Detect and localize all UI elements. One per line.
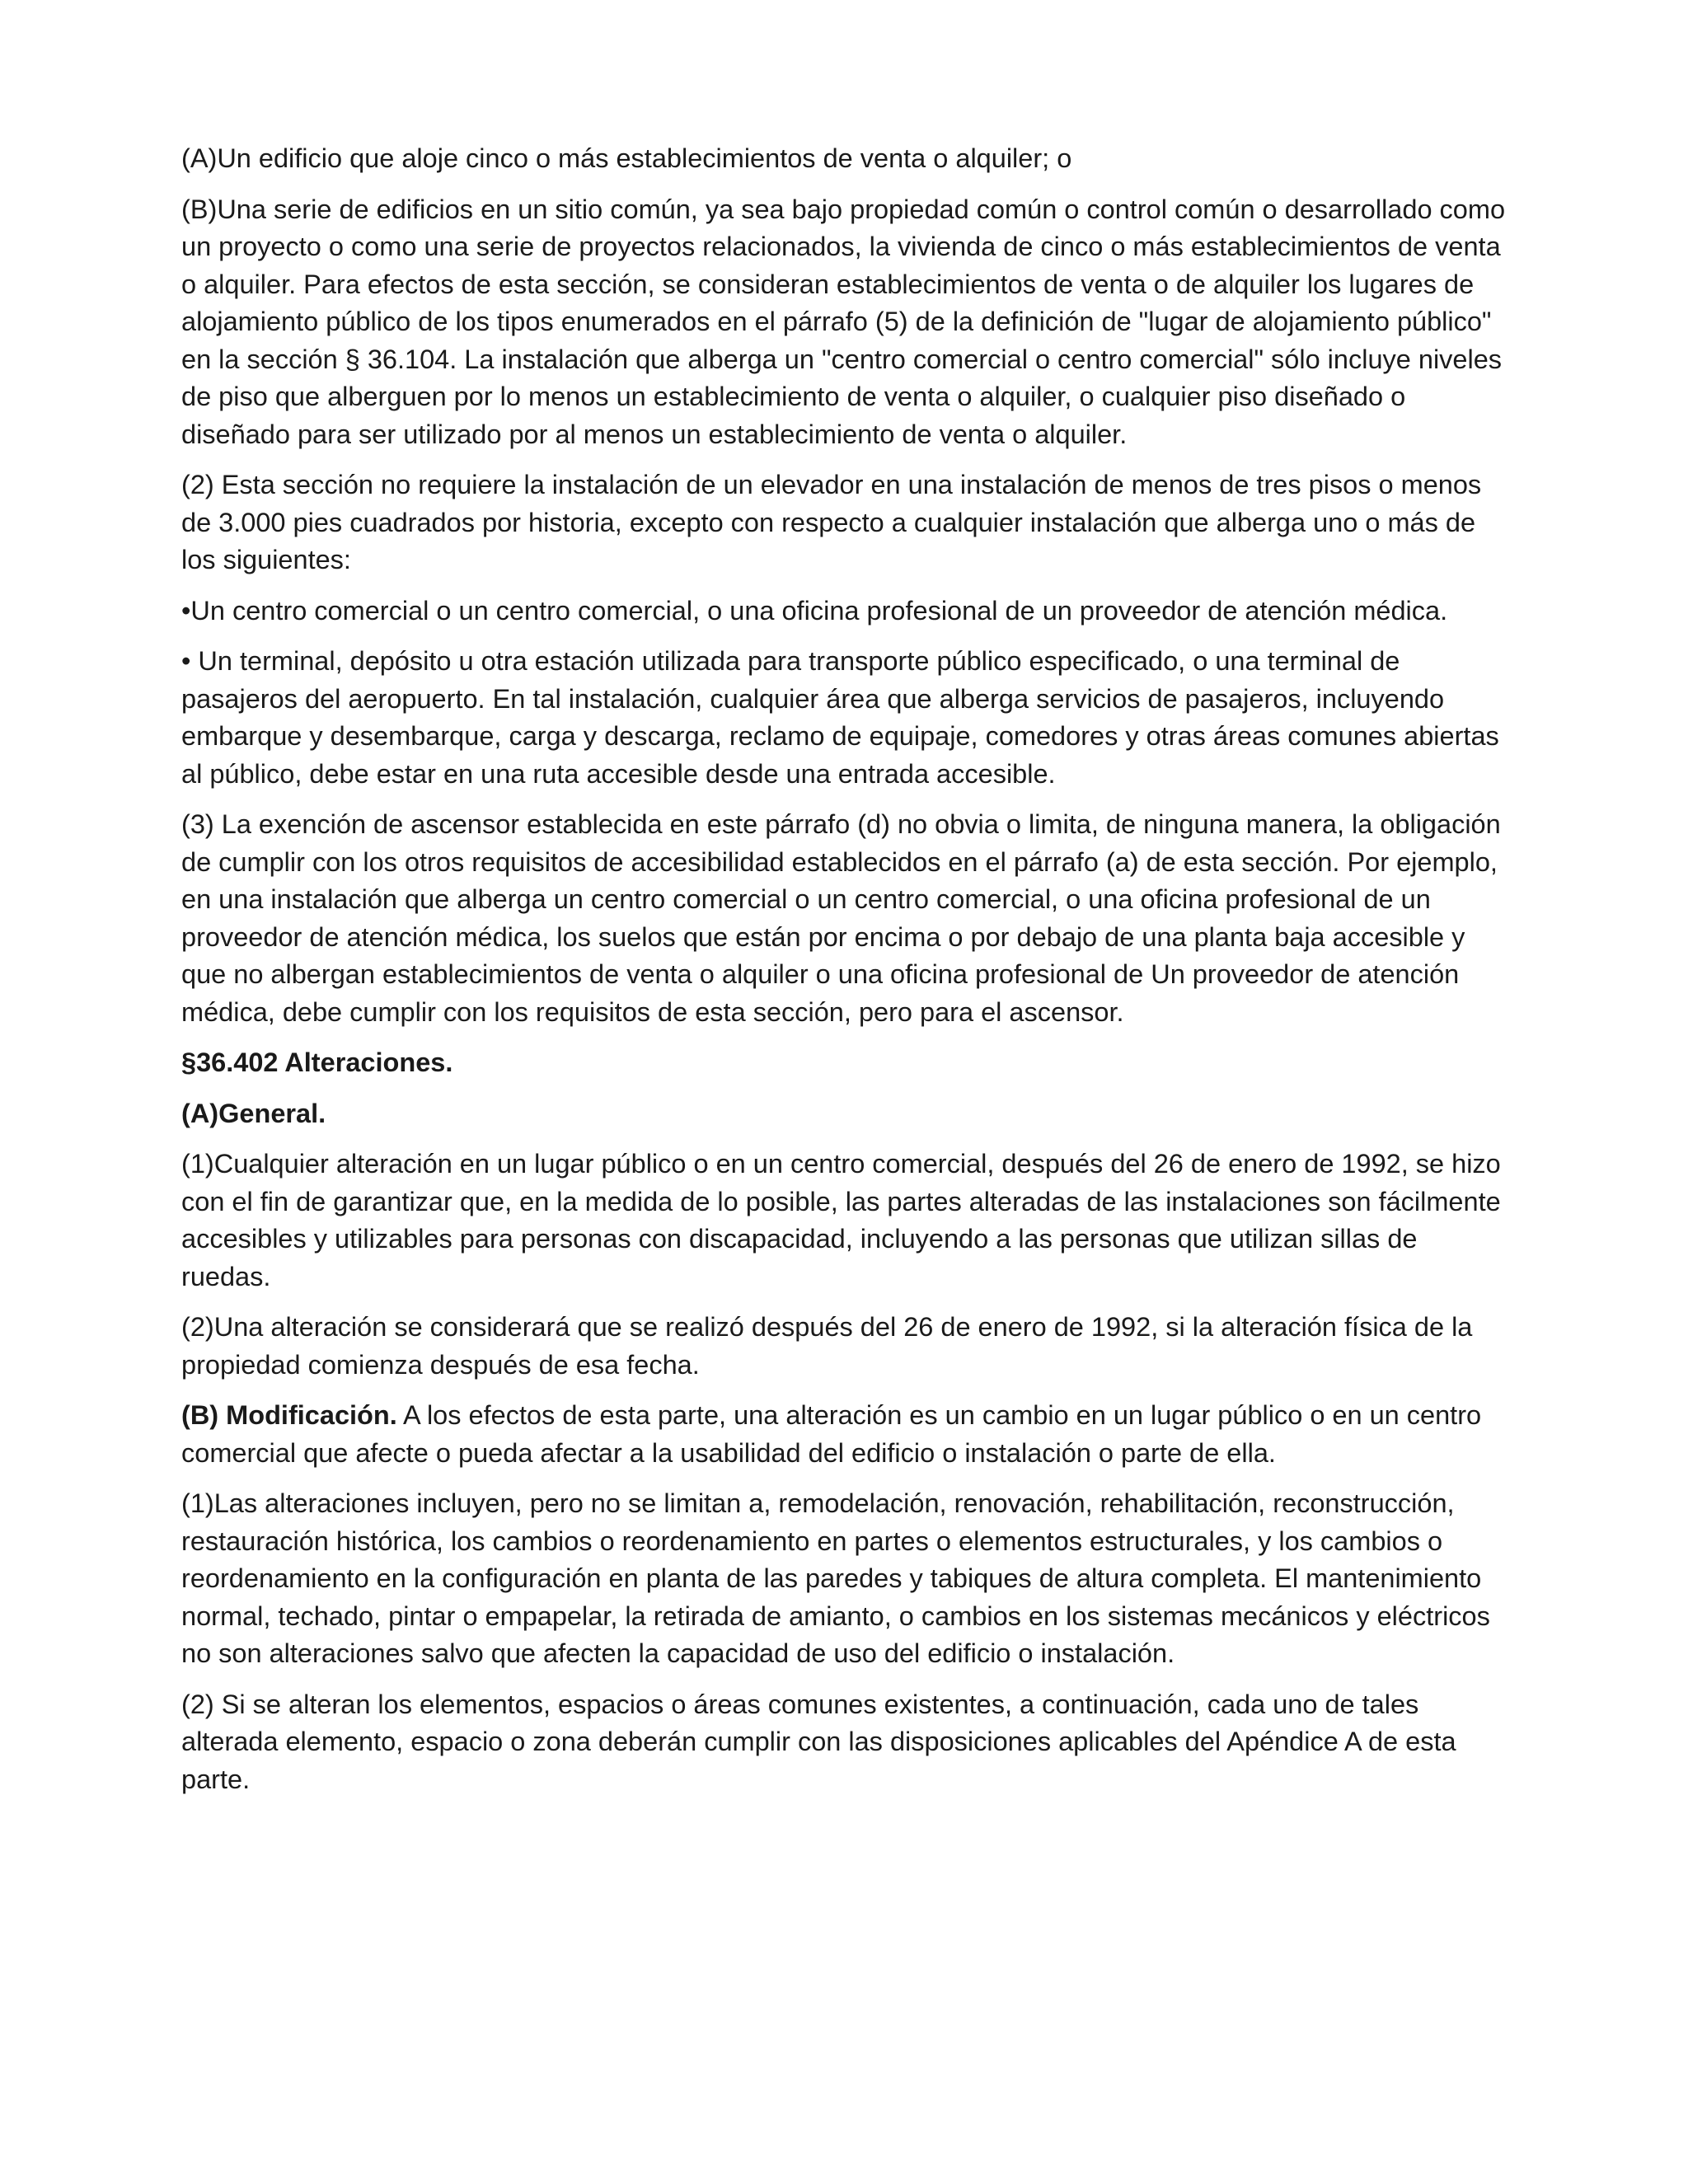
general-paragraph-2: (2)Una alteración se considerará que se realizó después del 26 de enero de 1992, si la alteración física de la propiedad comienza después de esa fecha. <box>181 1312 1473 1380</box>
paragraph-3: (3) La exención de ascensor establecida en este párrafo (d) no obvia o limita, de ninguna manera, la obligación de cumplir con los otros requisitos de accesibilidad establecidos en el párrafo (a) de esta sección. Por ejemplo, en una instalación que alberga un centro comercial o un centro comercial, o una oficina profesional de un proveedor de atención médica, los suelos que están por encima o por debajo de una planta baja accesible y que no albergan establecimientos de venta o alquiler o una oficina profesional de Un proveedor de atención médica, debe cumplir con los requisitos de esta sección, pero para el ascensor. <box>181 809 1501 1027</box>
modification-lead: (B) Modificación. <box>181 1400 397 1430</box>
modification-paragraph-1: (1)Las alteraciones incluyen, pero no se limitan a, remodelación, renovación, rehabilitación, reconstrucción, restauración histórica, los cambios o reordenamiento en partes o elementos estructurales, y los cambios o reordenamiento en la configuración en planta de las paredes y tabiques de altura completa. El mantenimiento normal, techado, pintar o empapelar, la retirada de amianto, o cambios en los sistemas mecánicos y eléctricos no son alteraciones salvo que afecten la capacidad de uso del edificio o instalación. <box>181 1488 1490 1668</box>
bullet-shopping-center: •Un centro comercial o un centro comercial, o una oficina profesional de un proveedor de atención médica. <box>181 595 1448 626</box>
paragraph-a: (A)Un edificio que aloje cinco o más establecimientos de venta o alquiler; o <box>181 143 1072 173</box>
general-paragraph-1: (1)Cualquier alteración en un lugar público o en un centro comercial, después del 26 de enero de 1992, se hizo con el fin de garantizar que, en la medida de lo posible, las partes alteradas de las instalaciones son fácilmente accesibles y utilizables para personas con discapacidad, incluyendo a las personas que utilizan sillas de ruedas. <box>181 1149 1501 1291</box>
paragraph-b: (B)Una serie de edificios en un sitio común, ya sea bajo propiedad común o control común o desarrollado como un proyecto o como una serie de proyectos relacionados, la vivienda de cinco o más establecimientos de venta o alquiler. Para efectos de esta sección, se consideran establecimientos de venta o de alquiler los lugares de alojamiento público de los tipos enumerados en el párrafo (5) de la definición de "lugar de alojamiento público" en la sección § 36.104. La instalación que alberga un "centro comercial o centro comercial" sólo incluye niveles de piso que alberguen por lo menos un establecimiento de venta o alquiler, o cualquier piso diseñado o diseñado para ser utilizado por al menos un establecimiento de venta o alquiler. <box>181 194 1506 449</box>
paragraph-2: (2) Esta sección no requiere la instalación de un elevador en una instalación de menos de tres pisos o menos de 3.000 pies cuadrados por historia, excepto con respecto a cualquier instalación que alberga uno o más de los siguientes: <box>181 470 1482 574</box>
subsection-heading-general: (A)General. <box>181 1098 326 1128</box>
modification-paragraph <box>181 1397 1508 1472</box>
bullet-terminal: • Un terminal, depósito u otra estación utilizada para transporte público especificado, o una terminal de pasajeros del aeropuerto. En tal instalación, cualquier área que alberga servicios de pasajeros, incluyendo embarque y desembarque, carga y descarga, reclamo de equipaje, comedores y otras áreas comunes abiertas al público, debe estar en una ruta accesible desde una entrada accesible. <box>181 646 1499 789</box>
modification-paragraph-2: (2) Si se alteran los elementos, espacios o áreas comunes existentes, a continuación, cada uno de tales alterada elemento, espacio o zona deberán cumplir con las disposiciones aplicables del Apéndice A de esta parte. <box>181 1689 1456 1794</box>
modification-body: A los efectos de esta parte, una alteración es un cambio en un lugar público o en un centro comercial que afecte o pueda afectar a la usabilidad del edificio o instalación o parte de ella. <box>181 1400 1482 1468</box>
section-heading-36-402: §36.402 Alteraciones. <box>181 1047 453 1077</box>
document-page <box>181 140 1508 1811</box>
